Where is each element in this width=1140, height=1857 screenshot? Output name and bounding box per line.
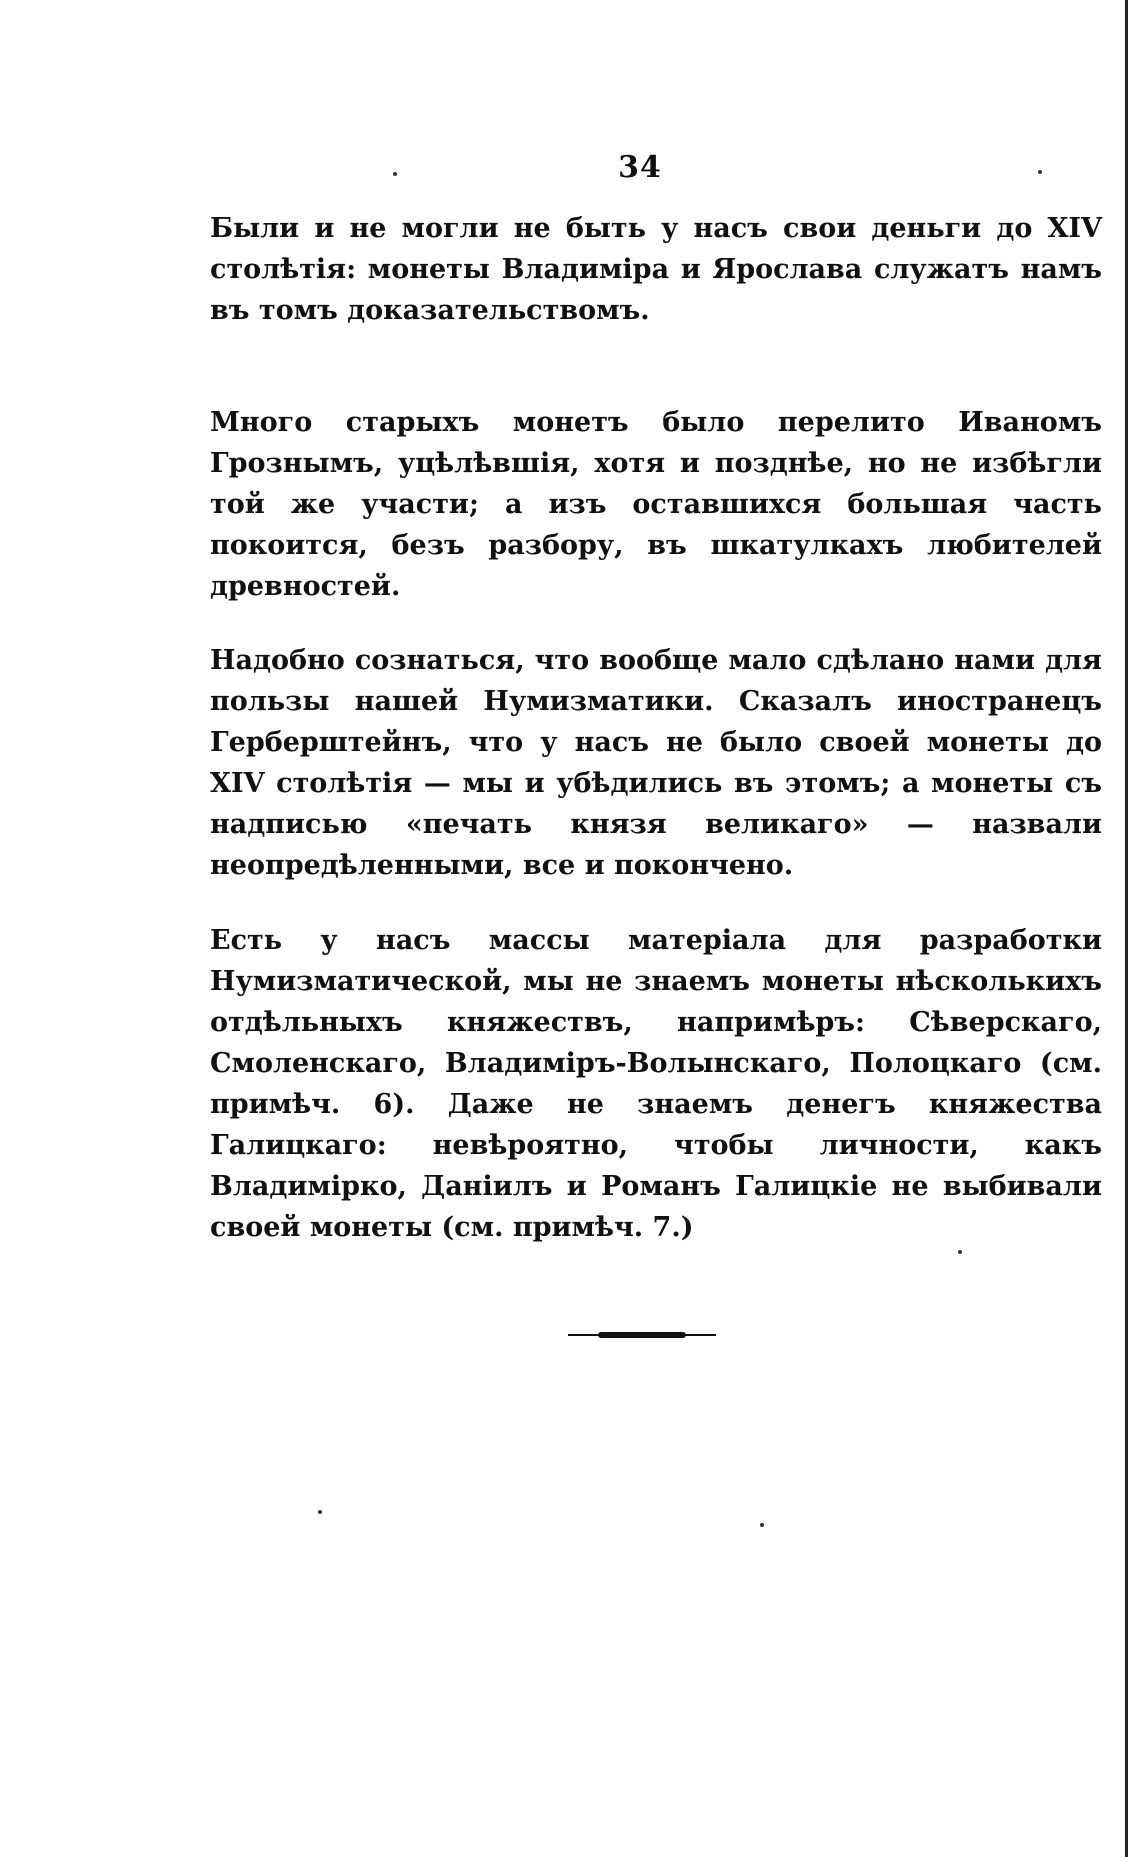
paragraph-2: Много старыхъ монетъ было перелито Иваномъ Грознымъ, уцѣлѣвшія, хотя и позднѣе, но не избѣгли той же участи; а изъ оставшихся большая часть покоится, безъ разбору, въ шкатулкахъ любителей древностей. <box>210 407 1102 602</box>
ornament-rule-icon <box>568 1330 716 1340</box>
ink-speck <box>1038 170 1042 174</box>
ink-speck <box>318 1510 322 1514</box>
paragraph-1: Были и не могли не быть у насъ свои деньги до XIV столѣтія: монеты Владиміра и Ярослава служатъ намъ въ томъ доказательствомъ. <box>210 213 1102 326</box>
scan-edge-line <box>1125 0 1128 1857</box>
ink-speck <box>393 172 397 176</box>
ink-speck <box>760 1523 764 1527</box>
ink-speck <box>958 1250 962 1254</box>
paragraph-3: Надобно сознаться, что вообще мало сдѣлано нами для пользы нашей Нумизматики. Сказалъ иностранецъ Герберштейнъ, что у насъ не было своей монеты до XIV столѣтія — мы и убѣдились въ этомъ; а монеты съ надписью «печать князя великаго» — назвали неопредѣленными, все и покончено. <box>210 645 1102 881</box>
page-number: 34 <box>618 150 662 185</box>
paragraph-4: Есть у насъ массы матеріала для разработки Нумизматической, мы не знаемъ монеты нѣсколькихъ отдѣльныхъ княжествъ, напримѣръ: Сѣверскаго, Смоленскаго, Владиміръ-Волынскаго, Полоцкаго (см. примѣч. 6). Даже не знаемъ денегъ княжества Галицкаго: невѣроятно, чтобы личности, какъ Владимірко, Даніилъ и Романъ Галицкіе не выбивали своей монеты (см. примѣч. 7.) <box>210 925 1102 1243</box>
